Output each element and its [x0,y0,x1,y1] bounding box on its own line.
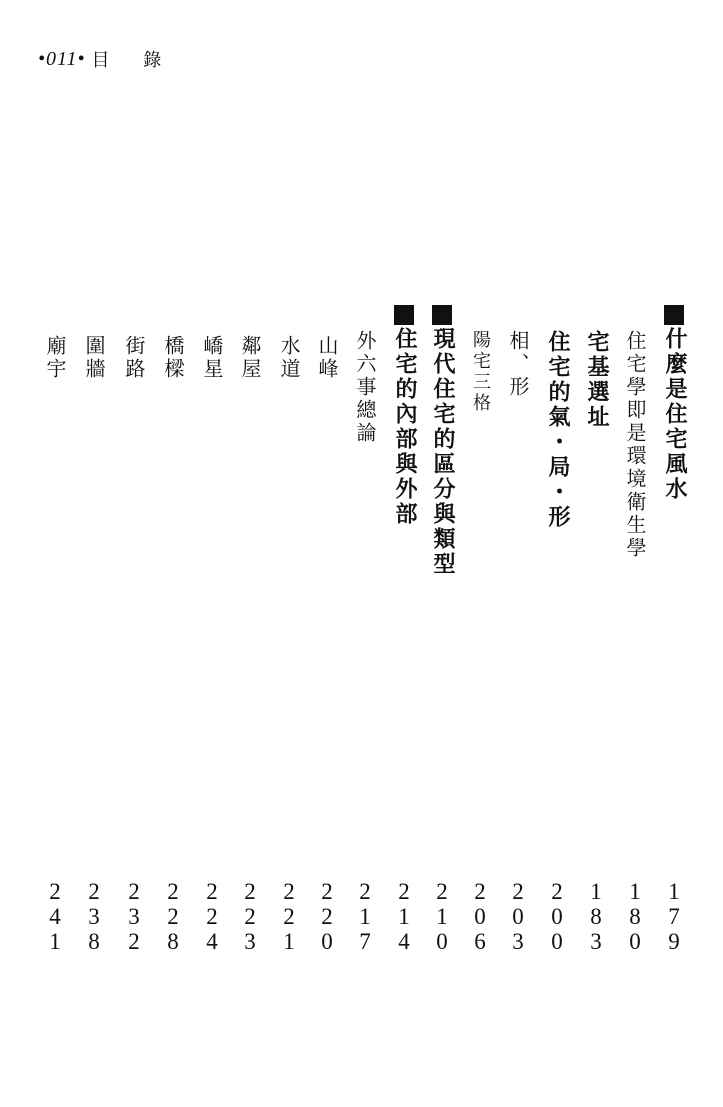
toc-entry-page: 2 3 2 [128,879,140,954]
toc-entry-label: 橋樑 [161,335,185,381]
toc-entry-label: 廟宇 [43,335,67,381]
toc-entry-page: 2 1 4 [398,879,410,954]
toc-entry-page: 2 2 3 [244,879,256,954]
toc-entry-page: 2 0 6 [474,879,486,954]
toc-entry-page: 1 8 0 [629,879,641,954]
toc-entry [77,303,111,1103]
toc-entry [657,303,691,1103]
toc-entry-label: 水道 [277,335,301,381]
toc-entry-page: 2 2 0 [321,879,333,954]
toc-entry [618,303,652,1103]
toc-entry-page: 2 4 1 [49,879,61,954]
toc-entry-page: 2 2 4 [206,879,218,954]
toc-entry [425,303,459,1103]
toc-entry-label: 住宅的氣・局・形 [545,330,570,530]
toc-entry-page: 1 8 3 [590,879,602,954]
toc-entry-label: 住宅學即是環境衛生學 [623,330,647,560]
toc-entry-label: 圍牆 [82,335,106,381]
toc-entry [540,303,574,1103]
toc-entry-page: 2 1 7 [359,879,371,954]
toc-entry-label: 住宅的內部與外部 [392,327,417,527]
toc-entry [463,303,497,1103]
toc-entry [195,303,229,1103]
toc-entry-page: 1 7 9 [668,879,680,954]
toc-entry-page: 2 0 3 [512,879,524,954]
toc-entry [387,303,421,1103]
square-bullet-icon [664,305,684,325]
toc-entry [156,303,190,1103]
toc-entry-label: 嶠星 [200,335,224,381]
toc-entry [348,303,382,1103]
toc-entry [310,303,344,1103]
toc-entry-label: 宅基選址 [584,330,609,430]
toc-entry-page: 2 3 8 [88,879,100,954]
toc-entry-label: 陽宅三格 [470,330,491,414]
toc-entry-label: 山峰 [315,335,339,381]
toc-entry [233,303,267,1103]
toc-entry [272,303,306,1103]
toc-entry [38,303,72,1103]
toc-entry-page: 2 2 1 [283,879,295,954]
toc-entry-label: 鄰屋 [238,335,262,381]
toc-entry-page: 2 0 0 [551,879,563,954]
toc-entry-label: 現代住宅的區分與類型 [430,327,455,577]
toc-entry [117,303,151,1103]
toc-entry-label: 外六事總論 [353,330,377,445]
toc-entry-label: 相、形 [506,330,530,399]
toc-entry-page: 2 2 8 [167,879,179,954]
toc-entry-label: 街路 [122,335,146,381]
page-number: •011• [38,47,86,70]
square-bullet-icon [432,305,452,325]
toc-entry [501,303,535,1103]
toc-entry [579,303,613,1103]
toc-entry-label: 什麼是住宅風水 [662,327,687,502]
toc-entry-page: 2 1 0 [436,879,448,954]
square-bullet-icon [394,305,414,325]
page-title: 目 錄 [91,50,176,71]
